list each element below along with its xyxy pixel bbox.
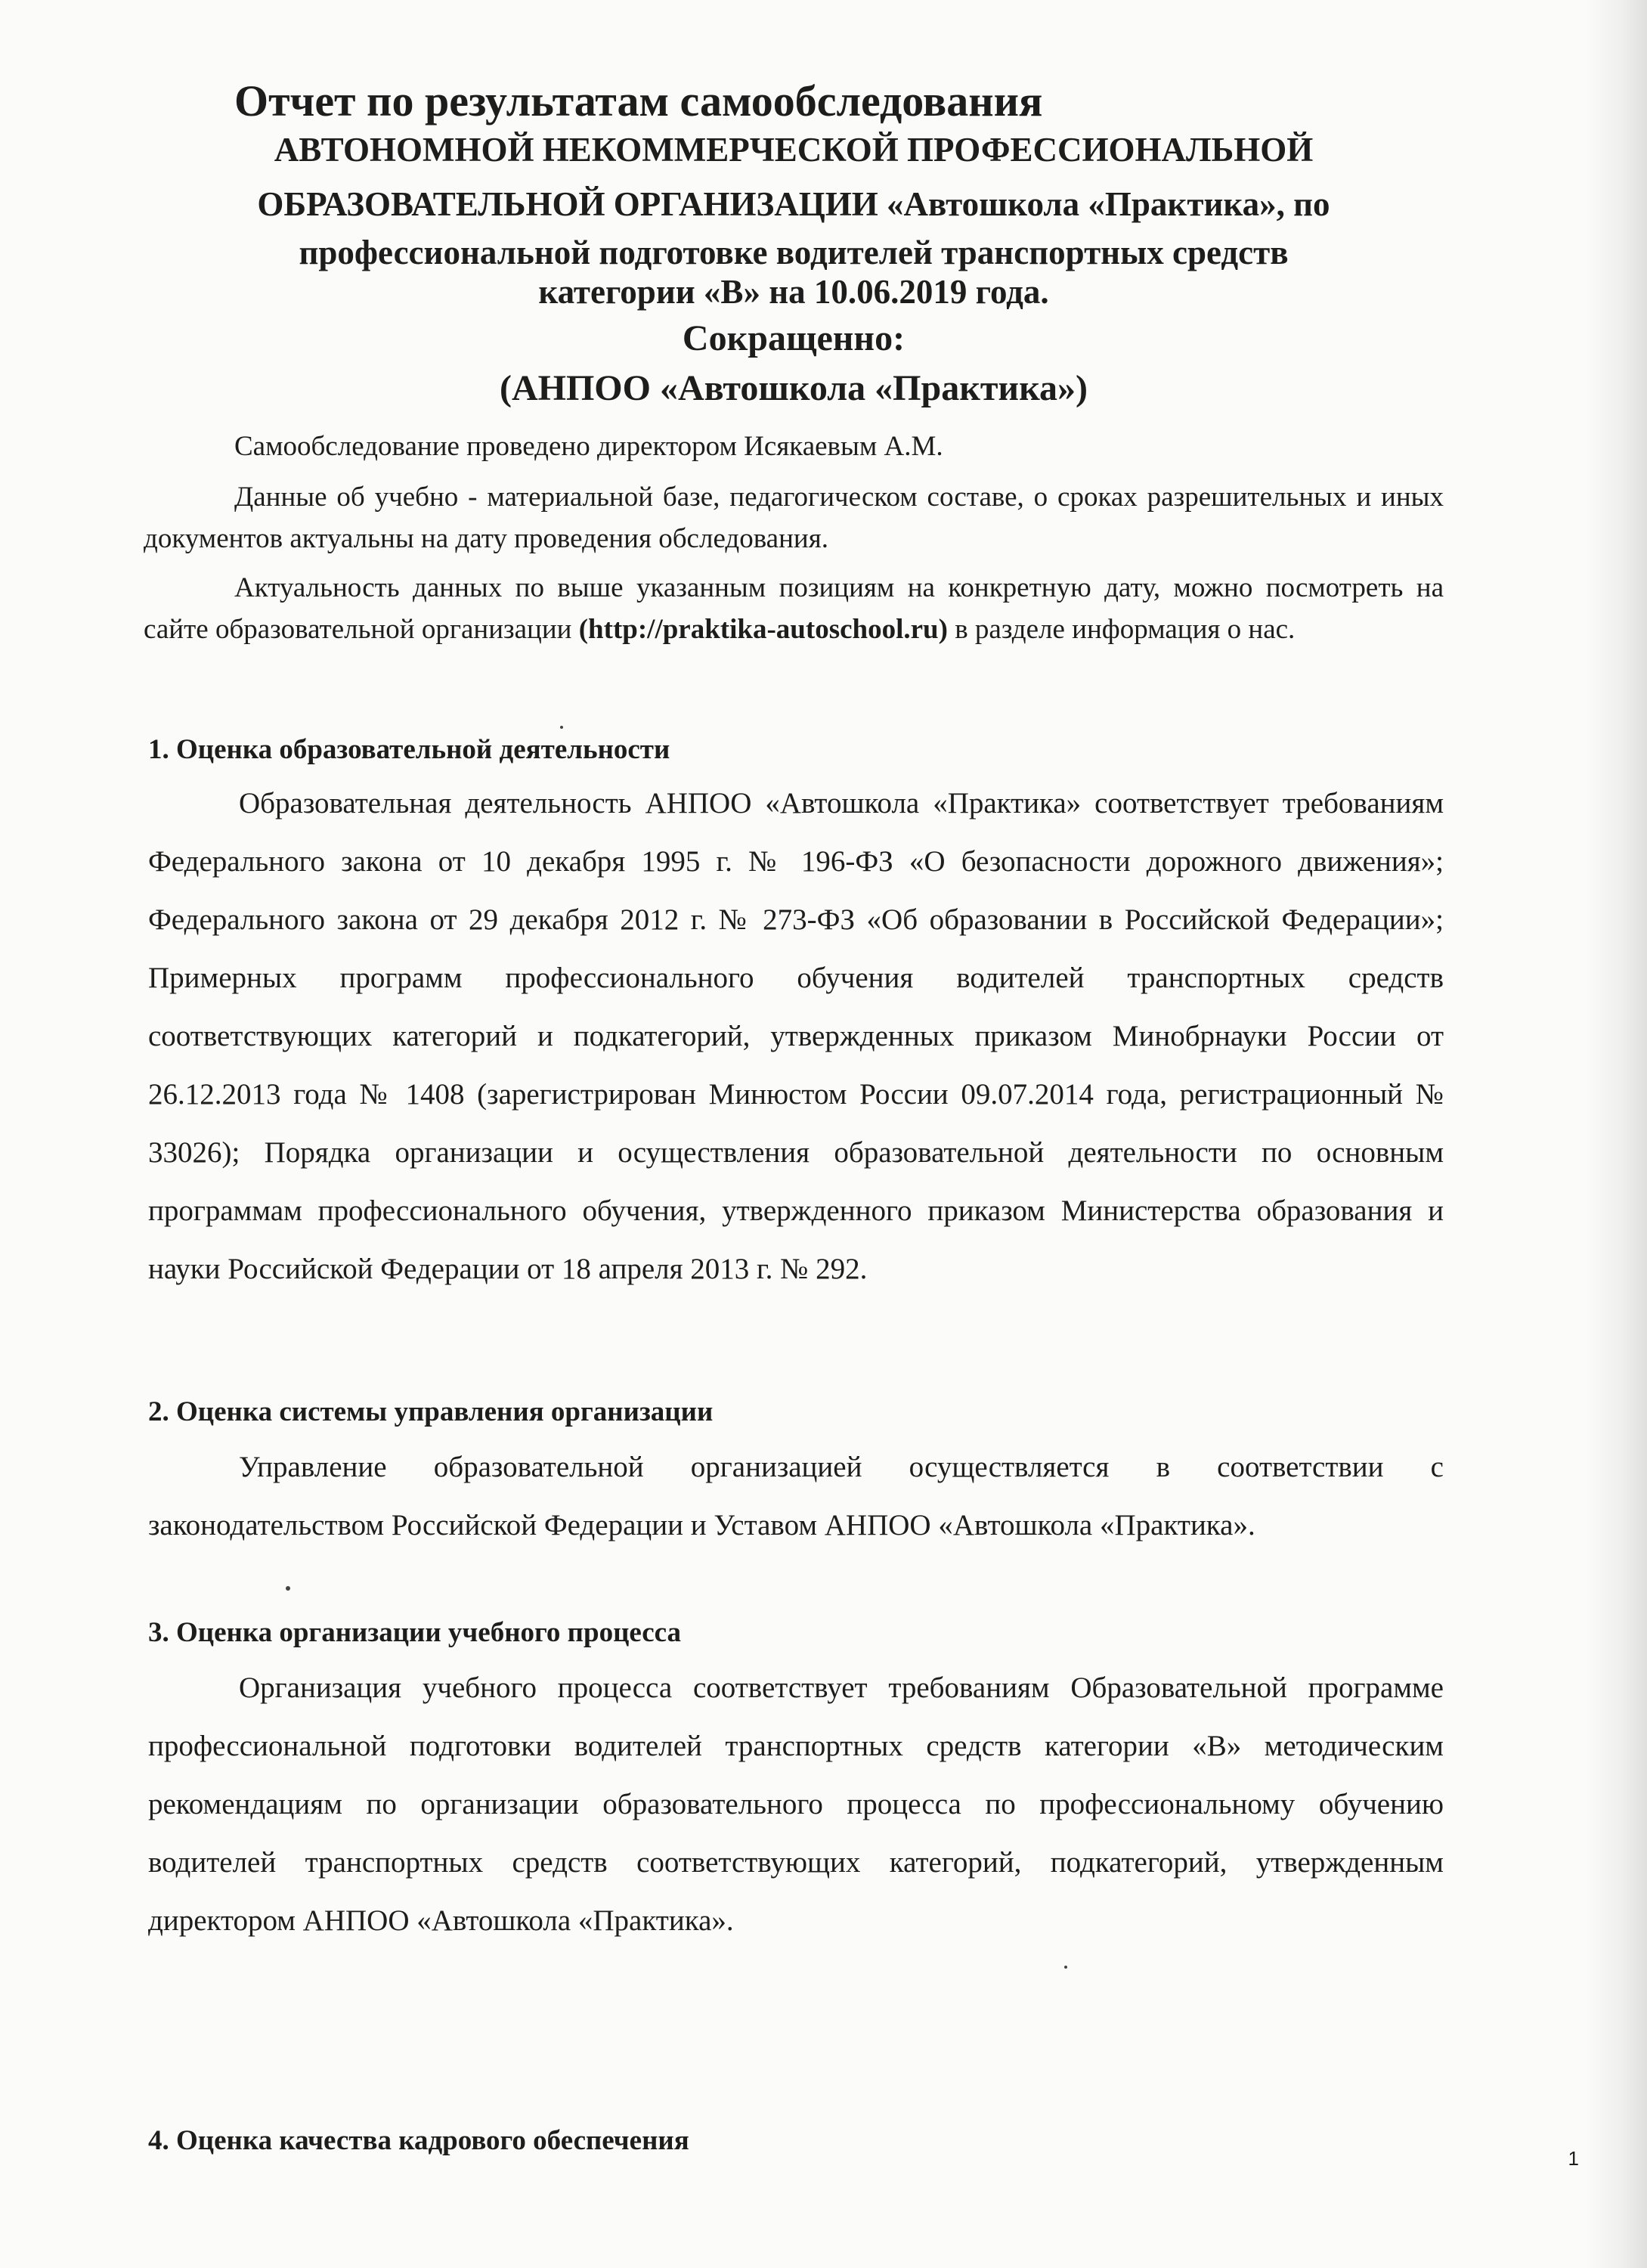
org-header-line-3: профессиональной подготовке водителей транспортных средств (299, 234, 1289, 271)
scan-speck (1064, 1966, 1067, 1969)
intro-text-after-url: в разделе информация о нас. (947, 614, 1296, 645)
intro-paragraph-1: Самообследование проведено директором Исякаевым А.М. (234, 431, 943, 462)
section-text-1: Образовательная деятельность АНПОО «Автошкола «Практика» соответствует требованиям Федерального закона от 10 декабря 1995 г. № 196-ФЗ «О безопасности дорожного движения»; Федерального закона от 29 декабря 2012 г. № 273-ФЗ «Об образовании в Российской Федерации»; Примерных программ профессионального обучения водителей транспортных средств соответствующих категорий и подкатегорий, утвержденных приказом Минобрнауки России от 26.12.2013 года № 1408 (зарегистрирован Минюстом России 09.07.2014 года, регистрационный № 33026); Порядка организации и осуществления образовательной деятельности по основным программам профессионального обучения, утвержденного приказом Министерства образования и науки Российской Федерации от 18 апреля 2013 г. № 292. (148, 787, 1444, 1285)
section-heading-3: 3. Оценка организации учебного процесса (148, 1617, 682, 1648)
scan-page-edge-shadow (1587, 0, 1647, 2268)
intro-text-before-url: Актуальность данных по выше указанным позициям на конкретную дату, можно посмотреть на сайте образовательной организации (144, 572, 1444, 645)
abbreviation-name: (АНПОО «Автошкола «Практика») (499, 368, 1088, 408)
section-heading-2: 2. Оценка системы управления организации (148, 1396, 714, 1427)
scan-speck (560, 726, 563, 729)
report-title: Отчет по результатам самообследования (234, 76, 1043, 125)
org-header-line-4: категории «В» на 10.06.2019 года. (538, 273, 1049, 311)
section-heading-4: 4. Оценка качества кадрового обеспечения (148, 2125, 689, 2156)
scan-speck (286, 1586, 290, 1591)
document-page (144, 0, 1444, 2268)
abbreviation-label: Сокращенно: (682, 318, 906, 358)
section-text-2: Управление образовательной организацией осуществляется в соответствии с законодательством Российской Федерации и Уставом АНПОО «Автошкола «Практика». (148, 1451, 1444, 1541)
org-header-line-2: ОБРАЗОВАТЕЛЬНОЙ ОРГАНИЗАЦИИ «Автошкола «Практика», по (257, 185, 1330, 223)
org-header-line-1: АВТОНОМНОЙ НЕКОММЕРЧЕСКОЙ ПРОФЕССИОНАЛЬНОЙ (274, 131, 1314, 169)
intro-paragraph-3 (144, 567, 1444, 650)
section-text-3: Организация учебного процесса соответствует требованиям Образовательной программе профессиональной подготовки водителей транспортных средств категории «В» методическим рекомендациям по организации образовательного процесса по профессиональному обучению водителей транспортных средств соответствующих категорий, подкатегорий, утвержденным директором АНПОО «Автошкола «Практика». (148, 1672, 1444, 1937)
page-number: 1 (1568, 2147, 1579, 2170)
section-heading-1: 1. Оценка образовательной деятельности (148, 734, 670, 765)
website-url: (http://praktika-autoschool.ru) (578, 614, 948, 645)
intro-paragraph-2: Данные об учебно - материальной базе, педагогическом составе, о сроках разрешительных и иных документов актуальны на дату проведения обследования. (144, 482, 1444, 554)
